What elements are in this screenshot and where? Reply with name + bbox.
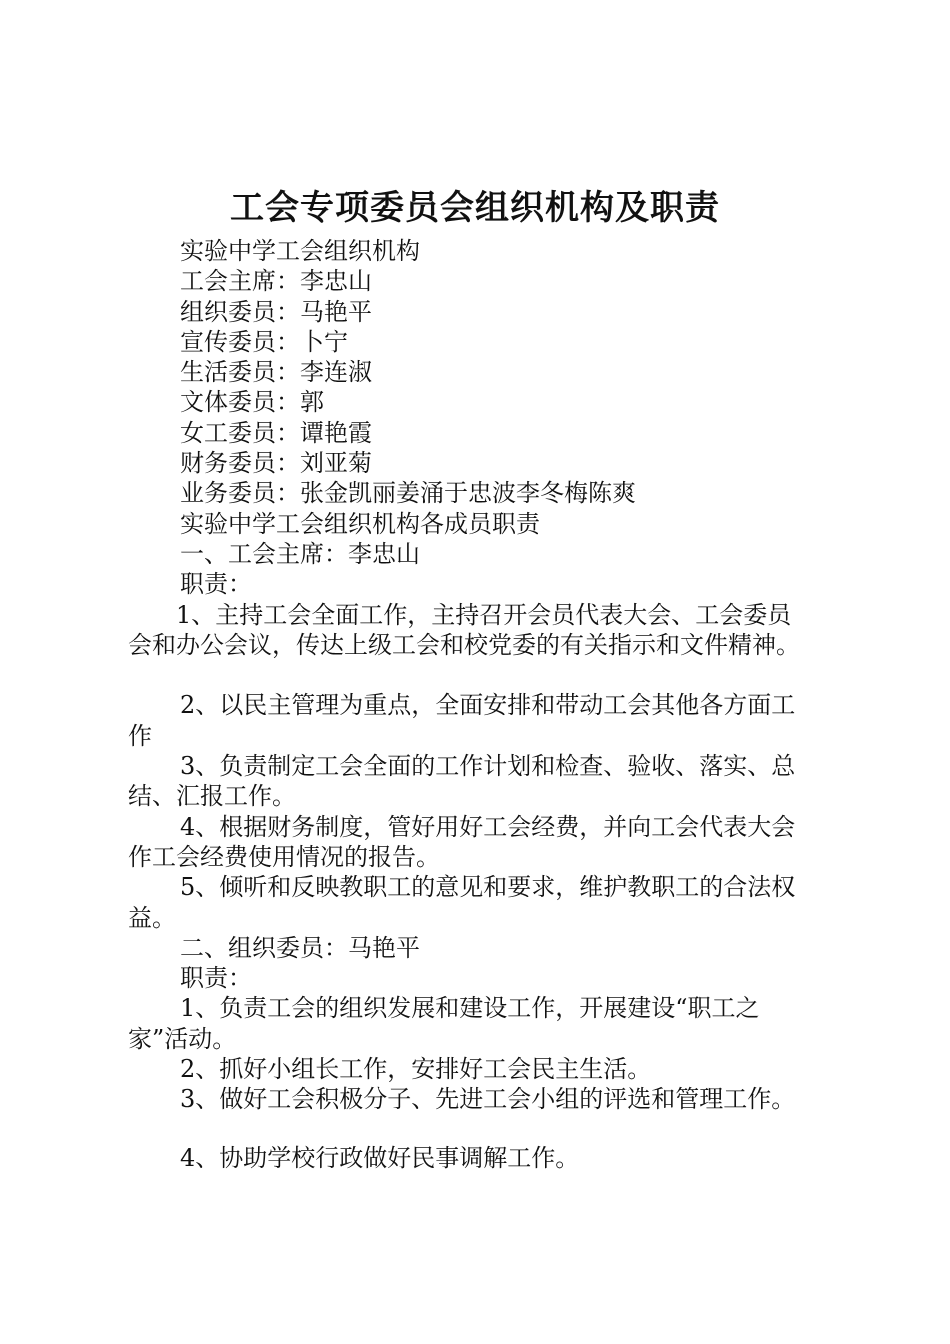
text-line: 5、倾听和反映教职工的意见和要求，维护教职工的合法权: [180, 873, 796, 902]
text-line: 家”活动。: [128, 1024, 237, 1053]
text-line: 4、协助学校行政做好民事调解工作。: [180, 1143, 580, 1172]
paragraph-spacer: [128, 1115, 838, 1143]
text-line: 2、抓好小组长工作，安排好工会民主生活。: [180, 1055, 652, 1084]
text-line: 业务委员：张金凯丽姜涌于忠波李冬梅陈爽: [180, 479, 636, 508]
text-line: 职责：: [180, 570, 252, 599]
text-line: 一、工会主席：李忠山: [180, 539, 420, 568]
text-line: 宣传委员：卜宁: [180, 327, 348, 356]
paragraph-spacer: [128, 660, 838, 690]
text-line: 结、汇报工作。: [128, 782, 296, 811]
text-line: 职责：: [180, 964, 252, 993]
text-line: 实验中学工会组织机构各成员职责: [180, 509, 540, 538]
text-line: 1、主持工会全面工作，主持召开会员代表大会、工会委员: [176, 600, 792, 629]
text-line: 文体委员：郭: [180, 388, 324, 417]
text-line: 作工会经费使用情况的报告。: [128, 842, 440, 871]
text-line: 2、以民主管理为重点，全面安排和带动工会其他各方面工: [180, 691, 796, 720]
text-line: 1、负责工会的组织发展和建设工作，开展建设“职工之: [180, 994, 760, 1023]
text-line: 二、组织委员：马艳平: [180, 933, 420, 962]
document-body: [128, 236, 838, 1173]
text-line: 3、负责制定工会全面的工作计划和检查、验收、落实、总: [180, 752, 796, 781]
text-line: 工会主席：李忠山: [180, 267, 372, 296]
text-line: 3、做好工会积极分子、先进工会小组的评选和管理工作。: [180, 1085, 796, 1114]
text-line: 会和办公会议，传达上级工会和校党委的有关指示和文件精神。: [128, 630, 800, 659]
text-line: 生活委员：李连淑: [180, 358, 372, 387]
text-line: 益。: [128, 903, 176, 932]
text-line: 财务委员：刘亚菊: [180, 449, 372, 478]
text-line: 作: [128, 721, 152, 750]
document-title: 工会专项委员会组织机构及职责: [230, 188, 720, 228]
text-line: 组织委员：马艳平: [180, 297, 372, 326]
text-line: 4、根据财务制度，管好用好工会经费，并向工会代表大会: [180, 812, 796, 841]
text-line: 实验中学工会组织机构: [180, 237, 420, 265]
text-line: 女工委员：谭艳霞: [180, 418, 372, 447]
